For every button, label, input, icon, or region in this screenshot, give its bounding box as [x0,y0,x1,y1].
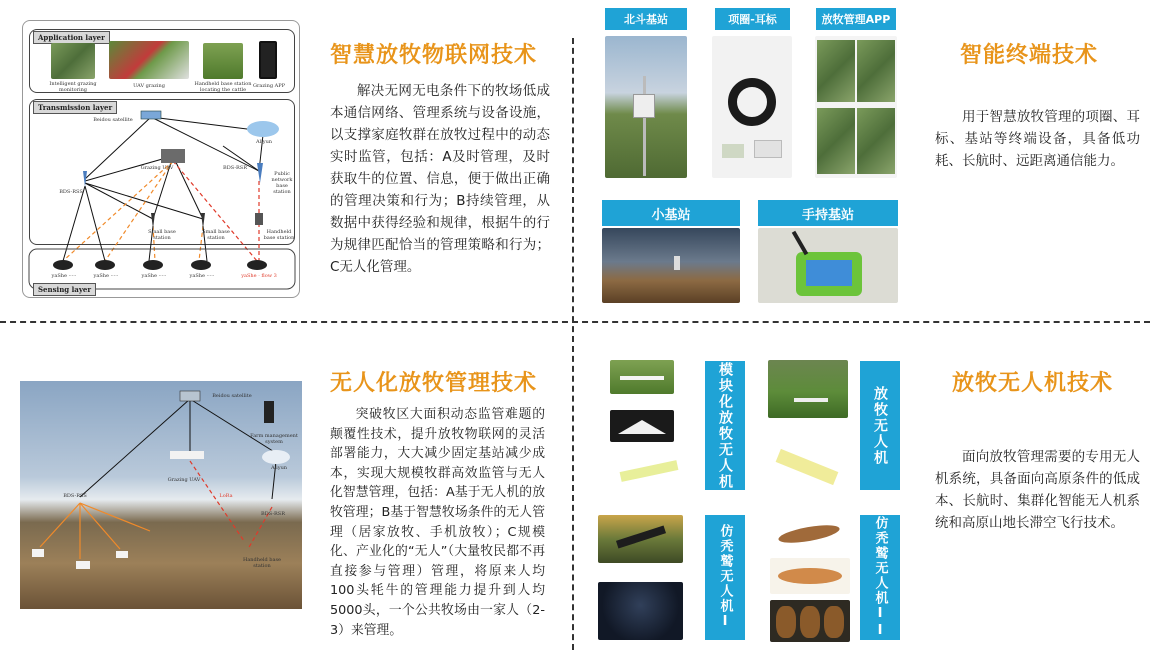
photo-grazing-uav-2 [768,446,848,492]
ug-beidou-label: Beidou satellite [212,393,252,399]
bds-rss-label: BDS-RSS [59,189,83,195]
photo-modular-uav-3 [610,452,690,490]
vertical-divider [572,38,574,650]
application-layer-label: Application layer [33,31,110,44]
unmanned-title: 无人化放牧管理技术 [330,371,538,396]
transmission-links [23,21,301,299]
ug-uav-label: Grazing UAV [167,477,201,483]
terminal-description: 用于智慧放牧管理的项圈、耳标、基站等终端设备，具备低功耗、长航时、远距离通信能力。 [935,109,1140,169]
photo-modular-uav-2 [610,410,674,442]
ug-farm-system-label: Farm management system [250,433,298,445]
cattle-label-4: yaShe ····· [189,273,215,279]
handheld-base-label: Handheld base station [263,229,295,241]
small-base-label-2: Small base station [202,229,230,241]
photo-vulture-uav-2b [770,558,850,594]
bar-grazing-uav: 放牧无人机 [860,361,900,490]
app-item-label-1: Intelligent grazing monitoring [49,81,97,93]
drone-description: 面向放牧管理需要的专用无人机系统，具备面向高原条件的低成本、长航时、集群化智能无人机系统和高原山地长滞空飞行技术。 [935,449,1140,531]
bar-vulture-uav-1: 仿秃鹫无人机I [705,515,745,640]
caption-collar-eartag: 项圈-耳标 [715,8,790,30]
horizontal-divider [0,321,1150,323]
public-network-label: Public network base station [271,171,293,195]
photo-unmanned-grazing-diagram [20,381,302,609]
beidou-satellite-label: Beidou satellite [93,117,133,123]
ug-lora-label: LoRa [219,493,233,499]
bds-rsr-label: BDS-RSR [223,165,247,171]
grazing-uav-label: Grazing UAV [140,165,174,171]
caption-handheld-station: 手持基站 [758,200,898,226]
ug-bds-rss-label: BDS-RSS [63,493,87,499]
photo-collar-eartag [712,36,792,178]
unmanned-description: 突破牧区大面积动态监管难题的颠覆性技术，提升放牧物联网的灵活部署能力，大大减少固定基站减少成本，实现大规模牧群高效监管与无人化智慧管理，包括：A基于无人机的放牧管理；B基于智慧牧场条件的无人管理（居家放牧、手机放牧）；C规模化、产业化的“无人”（大量牧民都不再直接参与管理）管理，将原来人均100头牦牛的管理能力提升到人均5000头，一个公共牧场由一家人（2-3）来管理。 [330,407,545,638]
transmission-layer-label: Transmission layer [33,101,117,114]
photo-vulture-uav-1a [598,515,683,563]
sensing-layer-label: Sensing layer [33,283,96,296]
iot-architecture-diagram [22,20,300,298]
photo-modular-uav-1 [610,360,674,394]
photo-grazing-app-screens [815,36,897,178]
cattle-label-2: yaShe ····· [93,273,119,279]
photo-grazing-uav-1 [768,360,848,418]
photo-small-station [602,228,740,303]
ug-handheld-label: Handheld base station [242,557,282,569]
small-base-label-1: Small base station [148,229,176,241]
app-item-label-2: UAV grazing [133,83,165,89]
drone-title: 放牧无人机技术 [952,371,1114,396]
cattle-label-5: yaShe · flow 3 [241,273,277,279]
bar-modular-uav: 模块化放牧无人机 [705,361,745,490]
photo-vulture-uav-2a [770,515,850,553]
aliyun-label: Aliyun [255,139,273,145]
caption-grazing-app: 放牧管理APP [816,8,896,30]
ug-bds-rsr-label: BDS-RSR [261,511,285,517]
photo-beidou-station [605,36,687,178]
cattle-label-1: yaShe ····· [51,273,77,279]
caption-small-station: 小基站 [602,200,740,226]
iot-title: 智慧放牧物联网技术 [330,43,538,68]
photo-vulture-uav-1b [598,582,683,640]
app-item-label-4: Grazing APP [253,83,285,89]
ug-aliyun-label: Aliyun [270,465,288,471]
bar-vulture-uav-2: 仿秃鹫无人机II [860,515,900,640]
app-item-label-3: Handheld base station locating the cattle [194,81,252,93]
cattle-label-3: yaShe ····· [141,273,167,279]
iot-description: 解决无网无电条件下的牧场低成本通信网络、管理系统与设备设施，以支撑家庭牧群在放牧过程中的动态实时监管，包括：A及时管理，及时获取牛的位置、信息，便于做出正确的管理决策和行为；B持续管理，从数据中获得经验和规律，根据牛的行为规律匹配恰当的管理策略和行为；C无人化管理。 [330,83,550,275]
photo-handheld-station [758,228,898,303]
caption-beidou-station: 北斗基站 [605,8,687,30]
photo-vulture-uav-2c [770,600,850,642]
terminal-title: 智能终端技术 [960,43,1099,68]
